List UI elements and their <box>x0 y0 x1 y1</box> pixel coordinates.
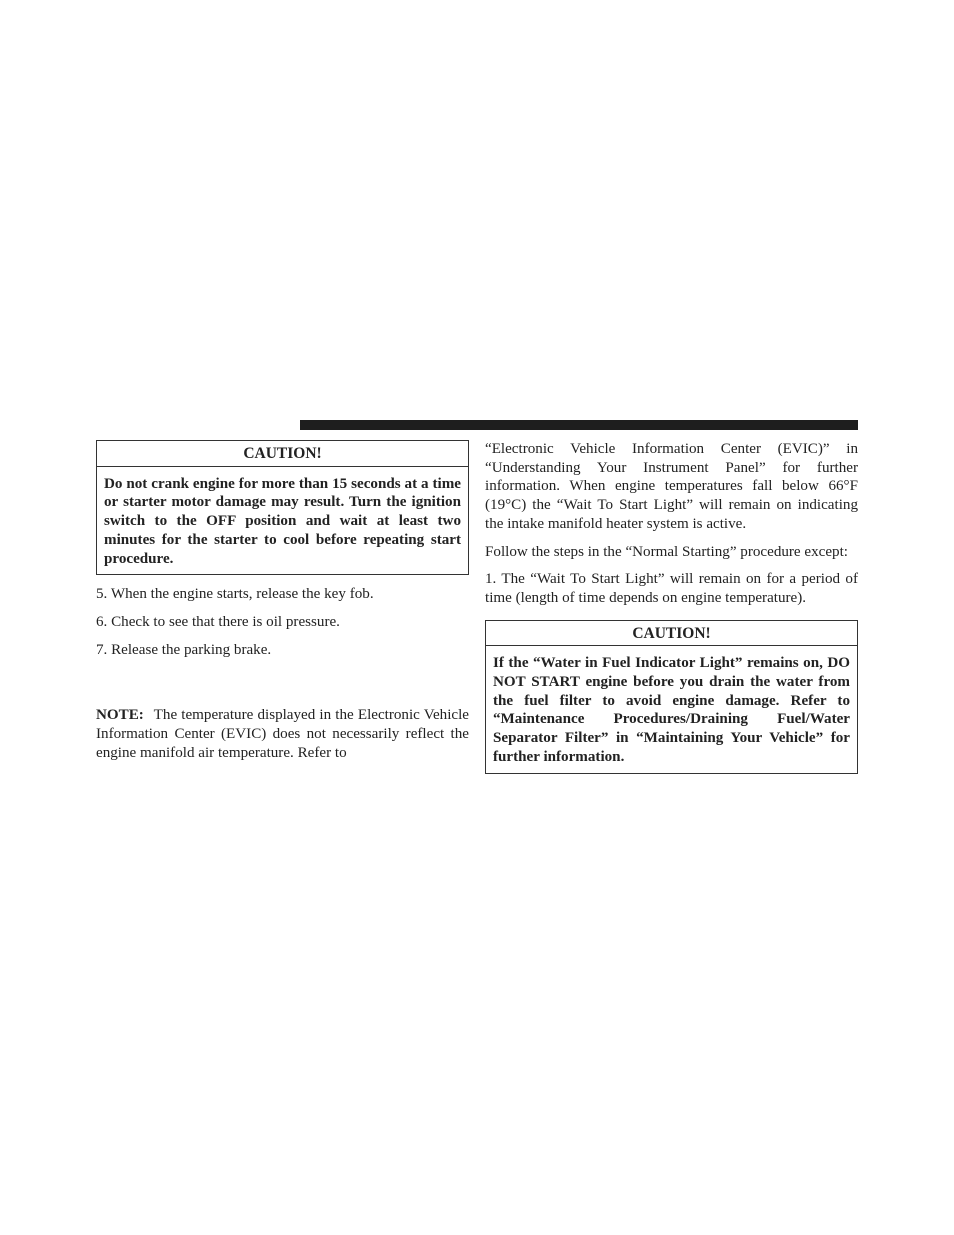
caution-text: Do not crank engine for more than 15 seconds at a time or starter motor damage may result. Turn the ignition switch to the OFF position and wait at least two minutes for the starter to cool before repeating start procedure. <box>104 475 461 567</box>
step-7: 7. Release the parking brake. <box>96 641 272 658</box>
caution-text: If the “Water in Fuel Indicator Light” remains on, DO NOT START engine before you drain the water from the fuel filter to avoid engine damage. Refer to “Maintenance Procedures/Draining Fuel/Water Separator Filter” in “Maintaining Your Vehicle” for further information. <box>493 655 850 765</box>
caution-title: CAUTION! <box>97 441 468 467</box>
note-paragraph <box>96 706 469 762</box>
wait-to-start-step: 1. The “Wait To Start Light” will remain on for a period of time (length of time depends on engine temperature). <box>485 571 858 606</box>
step-6: 6. Check to see that there is oil pressure. <box>96 613 340 630</box>
step-5: 5. When the engine starts, release the key fob. <box>96 586 374 603</box>
follow-steps-paragraph: Follow the steps in the “Normal Starting” procedure except: <box>485 543 848 560</box>
header-rule <box>300 420 858 430</box>
caution-box-water-in-fuel <box>485 620 858 774</box>
caution-box-crank <box>96 440 469 575</box>
note-text: The temperature displayed in the Electronic Vehicle Information Center (EVIC) does not necessarily reflect the engine manifold air temperature. Refer to <box>96 707 469 761</box>
note-label: NOTE: <box>96 707 144 724</box>
left-column <box>96 440 469 762</box>
caution-title: CAUTION! <box>486 621 857 647</box>
right-column <box>485 440 858 774</box>
evic-paragraph: “Electronic Vehicle Information Center (EVIC)” in “Understanding Your Instrument Panel” for further information. When engine temperatures fall below 66°F (19°C) the “Wait To Start Light” will remain on indicating the intake manifold heater system is active. <box>485 441 858 532</box>
